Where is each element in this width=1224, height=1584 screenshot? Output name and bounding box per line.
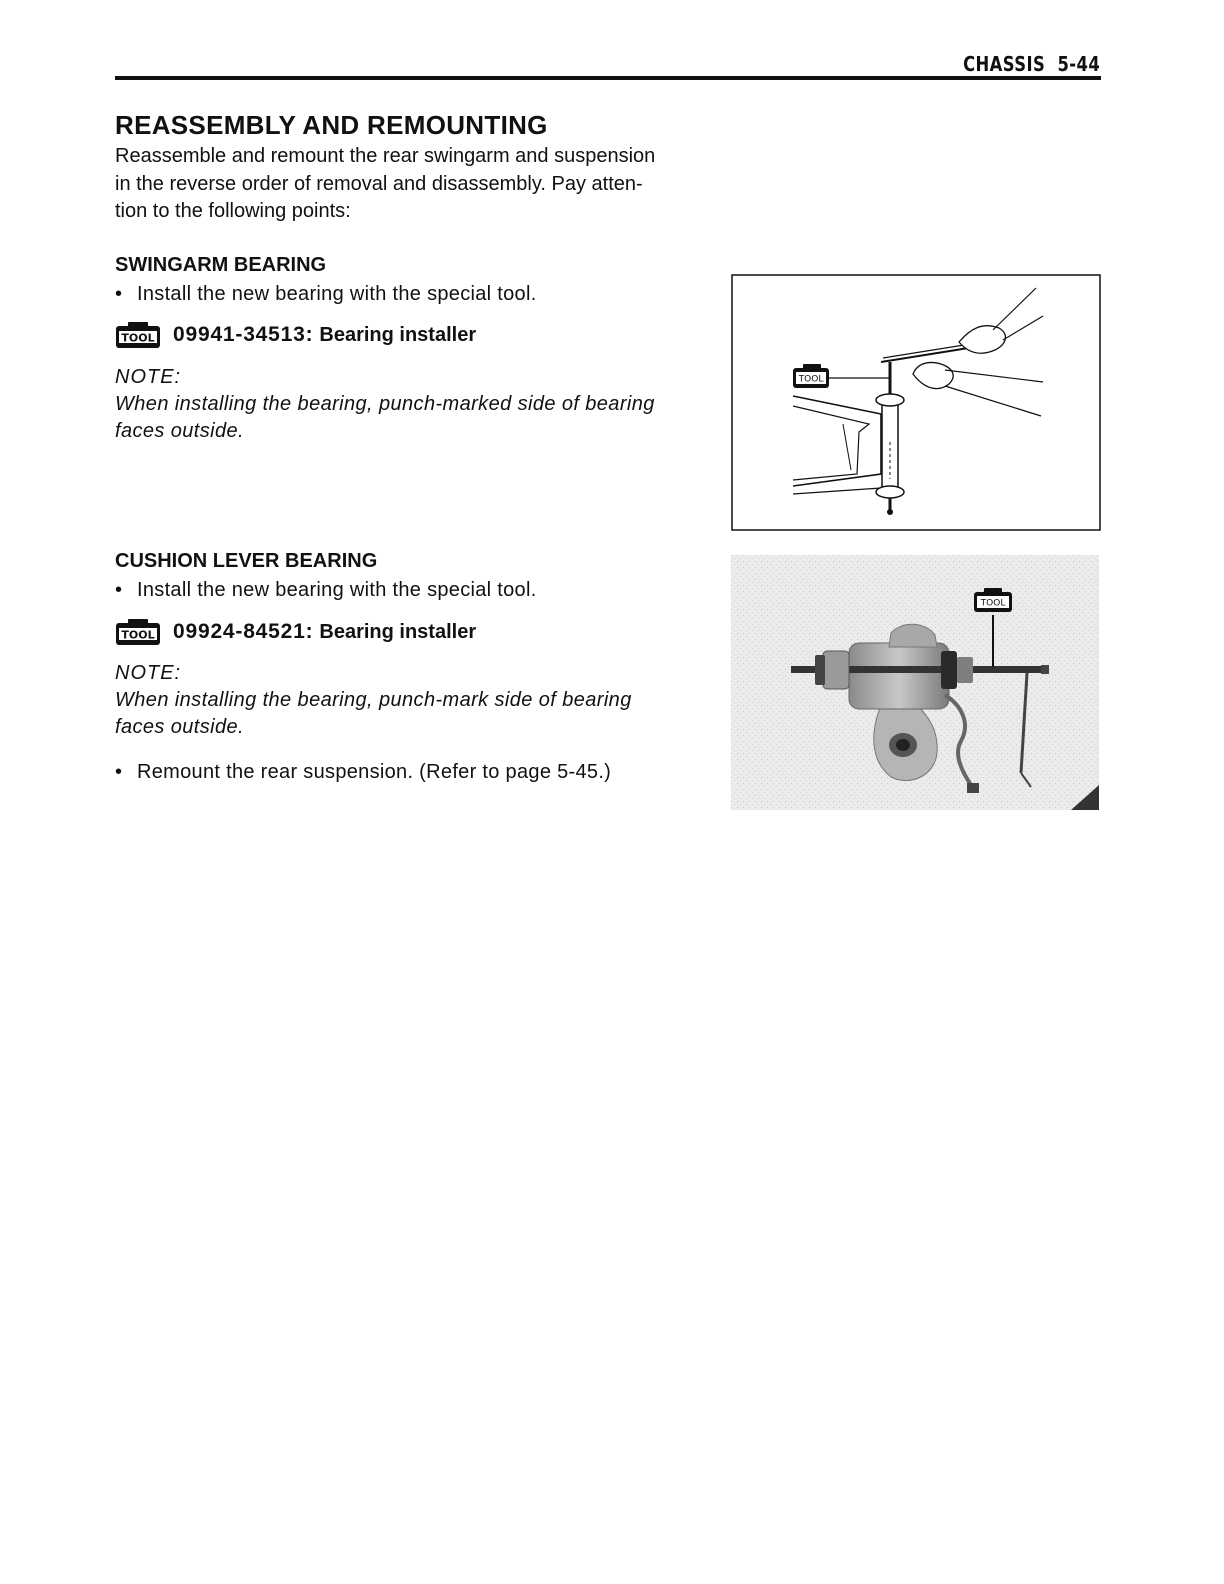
tool-name: Bearing installer [319,620,477,643]
note-line: faces outside. [115,420,245,442]
bullet-text: Install the new bearing with the special tool. [137,283,537,305]
swingarm-note-text [115,391,700,445]
cushion-lever-bearing-photo [731,555,1099,810]
tool-code: 09924-84521: [173,620,314,643]
swingarm-heading: SWINGARM BEARING [115,254,327,276]
header-rule [115,76,1101,80]
tool-icon-label: TOOL [980,598,1006,609]
page-title: REASSEMBLY AND REMOUNTING [115,110,548,140]
intro-line: Reassemble and remount the rear swingarm and suspension [115,145,656,167]
bullet-text: Install the new bearing with the special tool. [137,579,537,601]
header-page-number: 5-44 [1057,52,1100,76]
bullet-mark: • [115,761,123,783]
cushion-tool-line [115,618,700,646]
tool-code: 09941-34513: [173,323,314,346]
cushion-note-label: NOTE: [115,662,182,684]
tool-icon [115,321,161,349]
tool-icon-label: TOOL [121,628,155,642]
cushion-note-text [115,687,700,741]
intro-line: tion to the following points: [115,200,351,222]
tool-icon-label: TOOL [121,331,155,345]
swingarm-note-label: NOTE: [115,366,182,388]
cushion-bullet [115,577,700,604]
swingarm-bearing-illustration [731,274,1101,531]
cushion-heading: CUSHION LEVER BEARING [115,550,378,572]
header-section: CHASSIS [962,52,1046,76]
note-line: When installing the bearing, punch-mark side of bearing [115,689,632,711]
intro-paragraph [115,143,700,226]
tool-icon [115,618,161,646]
bullet-text: Remount the rear suspension. (Refer to page 5-45.) [137,761,612,783]
bullet-mark: • [115,579,123,601]
swingarm-tool-line [115,321,700,349]
note-line: When installing the bearing, punch-marked side of bearing [115,393,655,415]
cushion-bullet-remount [115,759,700,786]
tool-name: Bearing installer [319,323,477,346]
page-header [963,52,1100,76]
swingarm-bullet [115,281,700,308]
tool-icon-label: TOOL [798,374,824,385]
note-line: faces outside. [115,716,245,738]
intro-line: in the reverse order of removal and disassembly. Pay atten- [115,172,643,195]
bullet-mark: • [115,283,123,305]
